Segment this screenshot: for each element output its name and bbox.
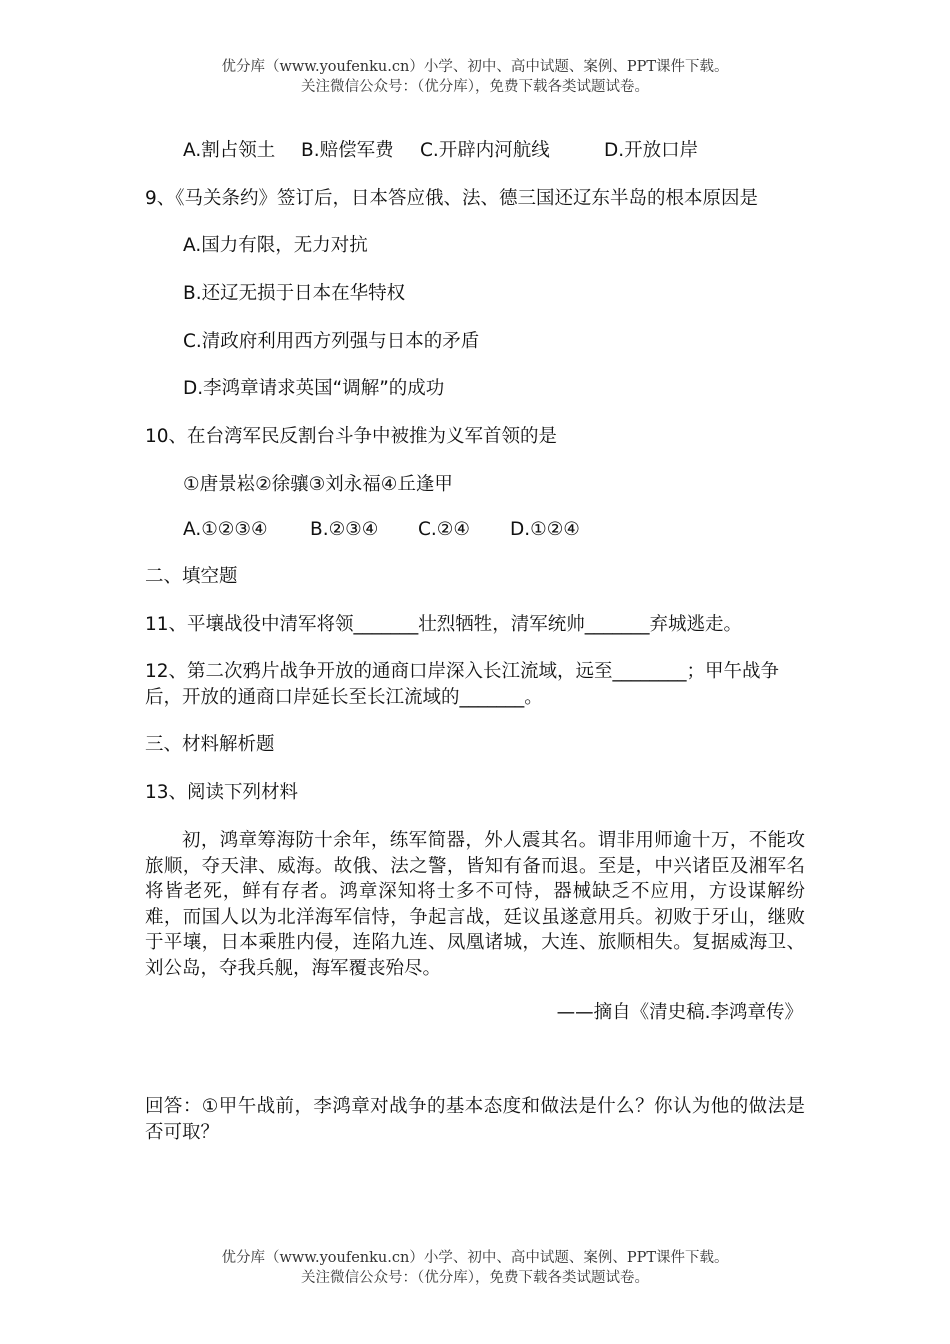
q13-stem: 13、阅读下列材料: [145, 782, 299, 803]
q10-stem: 10、在台湾军民反割台斗争中被推为义军首领的是: [145, 426, 558, 447]
page-header-line2: 关注微信公众号：（优分库），免费下载各类试题试卷。: [301, 79, 649, 95]
q10-options: [183, 518, 843, 542]
q9-option-c: C.清政府利用西方列强与日本的矛盾: [183, 331, 480, 352]
q10-option-d: D.①②④: [510, 519, 580, 540]
q13-question: 回答：①甲午战前，李鸿章对战争的基本态度和做法是什么？你认为他的做法是否可取？: [145, 1096, 805, 1143]
q9-option-a: A.国力有限，无力对抗: [183, 235, 368, 256]
q13-source: ——摘自《清史稿.李鸿章传》: [556, 1002, 803, 1023]
section-2-heading: 二、填空题: [145, 566, 238, 587]
q10-option-b: B.②③④: [310, 519, 379, 540]
page-header-line1: 优分库（www.youfenku.cn）小学、初中、高中试题、案例、PPT课件下载。: [221, 59, 729, 75]
page-footer-line1: 优分库（www.youfenku.cn）小学、初中、高中试题、案例、PPT课件下载。: [221, 1250, 729, 1266]
q13-material: 初，鸿章筹海防十余年，练军简器，外人震其名。谓非用师逾十万，不能攻旅顺，夺天津、威海。故俄、法之警，皆知有备而退。至是，中兴诸臣及湘军名将皆老死，鲜有存者。鸿章深知将士多不可恃，器械缺乏不应用，方设谋解纷难，而国人以为北洋海军信恃，争起言战，廷议虽遂意用兵。初败于牙山，继败于平壤，日本乘胜内侵，连陷九连、凤凰诸城，大连、旅顺相失。复据威海卫、刘公岛，夺我兵舰，海军覆丧殆尽。: [145, 830, 805, 979]
q10-option-a: A.①②③④: [183, 519, 268, 540]
section-3-heading: 三、材料解析题: [145, 734, 275, 755]
q8-options: [183, 139, 843, 163]
q9-stem: 9、《马关条约》签订后，日本答应俄、法、德三国还辽东半岛的根本原因是: [145, 188, 759, 209]
q9-option-d: D.李鸿章请求英国“调解”的成功: [183, 378, 445, 399]
q11-text: 11、平壤战役中清军将领_______壮烈牺牲，清军统帅_______弃城逃走。: [145, 614, 743, 635]
q12-line1: 12、第二次鸦片战争开放的通商口岸深入长江流域，远至________；甲午战争: [145, 661, 780, 682]
q10-option-c: C.②④: [418, 519, 470, 540]
q8-option-a: A.割占领土: [183, 140, 276, 161]
q10-items: ①唐景崧②徐骧③刘永福④丘逢甲: [183, 474, 453, 495]
q8-option-b: B.赔偿军费: [301, 140, 394, 161]
page-footer-line2: 关注微信公众号：（优分库），免费下载各类试题试卷。: [301, 1270, 649, 1286]
q8-option-d: D.开放口岸: [604, 140, 699, 161]
q8-option-c: C.开辟内河航线: [420, 140, 550, 161]
q9-option-b: B.还辽无损于日本在华特权: [183, 283, 406, 304]
q12-line2: 后，开放的通商口岸延长至长江流域的_______。: [145, 687, 543, 708]
